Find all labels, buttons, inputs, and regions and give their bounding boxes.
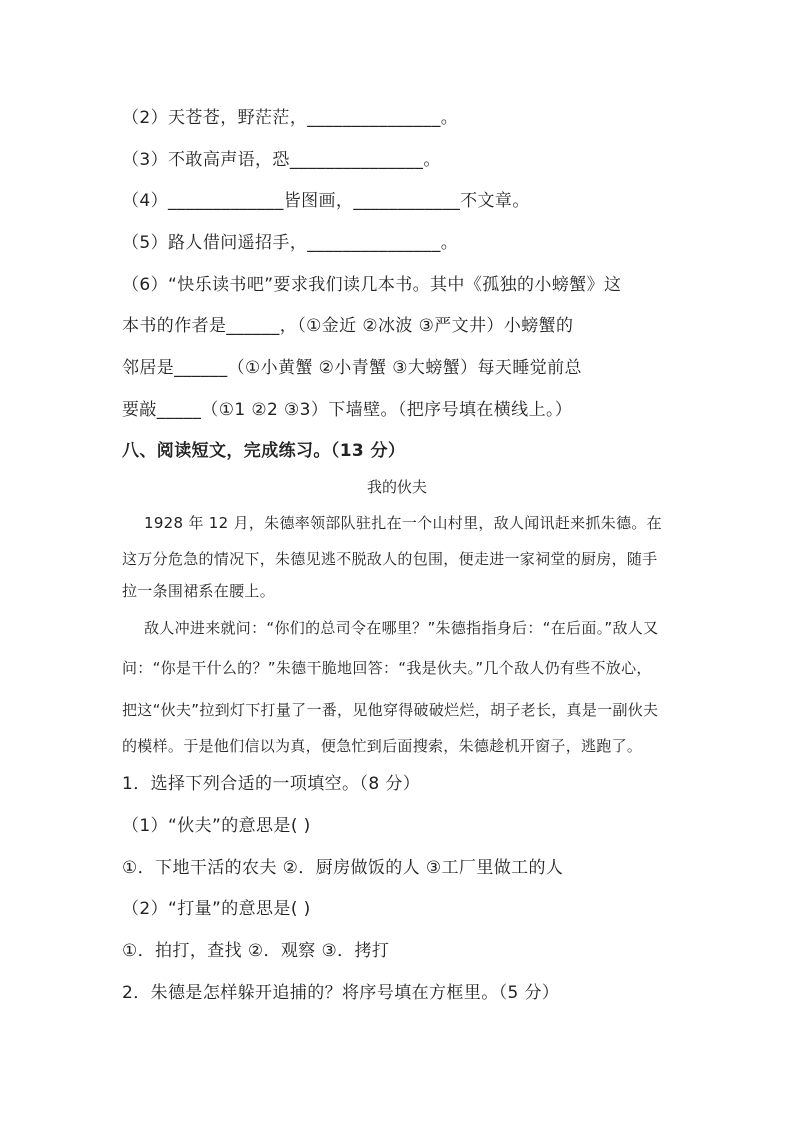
question-1-part-1: （1）“伙夫”的意思是( )	[122, 816, 311, 836]
passage-line: 把这“伙夫”拉到灯下打量了一番，见他穿得破破烂烂，胡子老长，真是一副伙夫	[122, 701, 659, 719]
passage-line: 拉一条围裙系在腰上。	[122, 582, 276, 600]
section-heading: 八、阅读短文，完成练习。（13 分）	[122, 441, 406, 461]
passage-title: 我的伙夫	[366, 478, 427, 496]
passage-line: 问：“你是干什么的？”朱德干脆地回答：“我是伙夫。”几个敌人仍有些不放心，	[122, 659, 652, 677]
passage-line: 的模样。于是他们信以为真，便急忙到后面搜索，朱德趁机开窗子，逃跑了。	[122, 737, 643, 755]
question-1-part-2: （2）“打量”的意思是( )	[122, 899, 311, 919]
fill-blank-2: （2）天苍苍，野茫茫，_______________。	[122, 108, 459, 128]
fill-blank-4: （4）_____________皆图画，____________不文章。	[122, 191, 530, 211]
reading-club-question-line: 邻居是______（①小黄蟹 ②小青蟹 ③大螃蟹）每天睡觉前总	[122, 358, 582, 378]
question-1-part-2-options: ①．拍打，查找 ②．观察 ③．拷打	[122, 941, 390, 961]
reading-club-question-line: （6）“快乐读书吧”要求我们读几本书。其中《孤独的小螃蟹》这	[122, 275, 622, 295]
question-1-heading: 1．选择下列合适的一项填空。（8 分）	[122, 774, 421, 794]
question-2-heading: 2．朱德是怎样躲开追捕的？将序号填在方框里。（5 分）	[122, 983, 560, 1003]
passage-line: 1928 年 12 月，朱德率领部队驻扎在一个山村里，敌人闻讯赶来抓朱德。在	[144, 514, 662, 532]
reading-club-question-line: 本书的作者是______，（①金近 ②冰波 ③严文井）小螃蟹的	[122, 316, 574, 336]
reading-club-question-line: 要敲_____（①1 ②2 ③3）下墙壁。（把序号填在横线上。）	[122, 400, 573, 420]
question-1-part-1-options: ①．下地干活的农夫 ②．厨房做饭的人 ③工厂里做工的人	[122, 858, 564, 878]
passage-line: 敌人冲进来就问：“你们的总司令在哪里？”朱德指指身后：“在后面。”敌人又	[144, 619, 659, 637]
passage-line: 这万分危急的情况下，朱德见逃不脱敌人的包围，便走进一家祠堂的厨房，随手	[122, 550, 658, 568]
fill-blank-3: （3）不敢高声语，恐_______________。	[122, 150, 441, 170]
fill-blank-5: （5）路人借问遥招手，_______________。	[122, 233, 459, 253]
